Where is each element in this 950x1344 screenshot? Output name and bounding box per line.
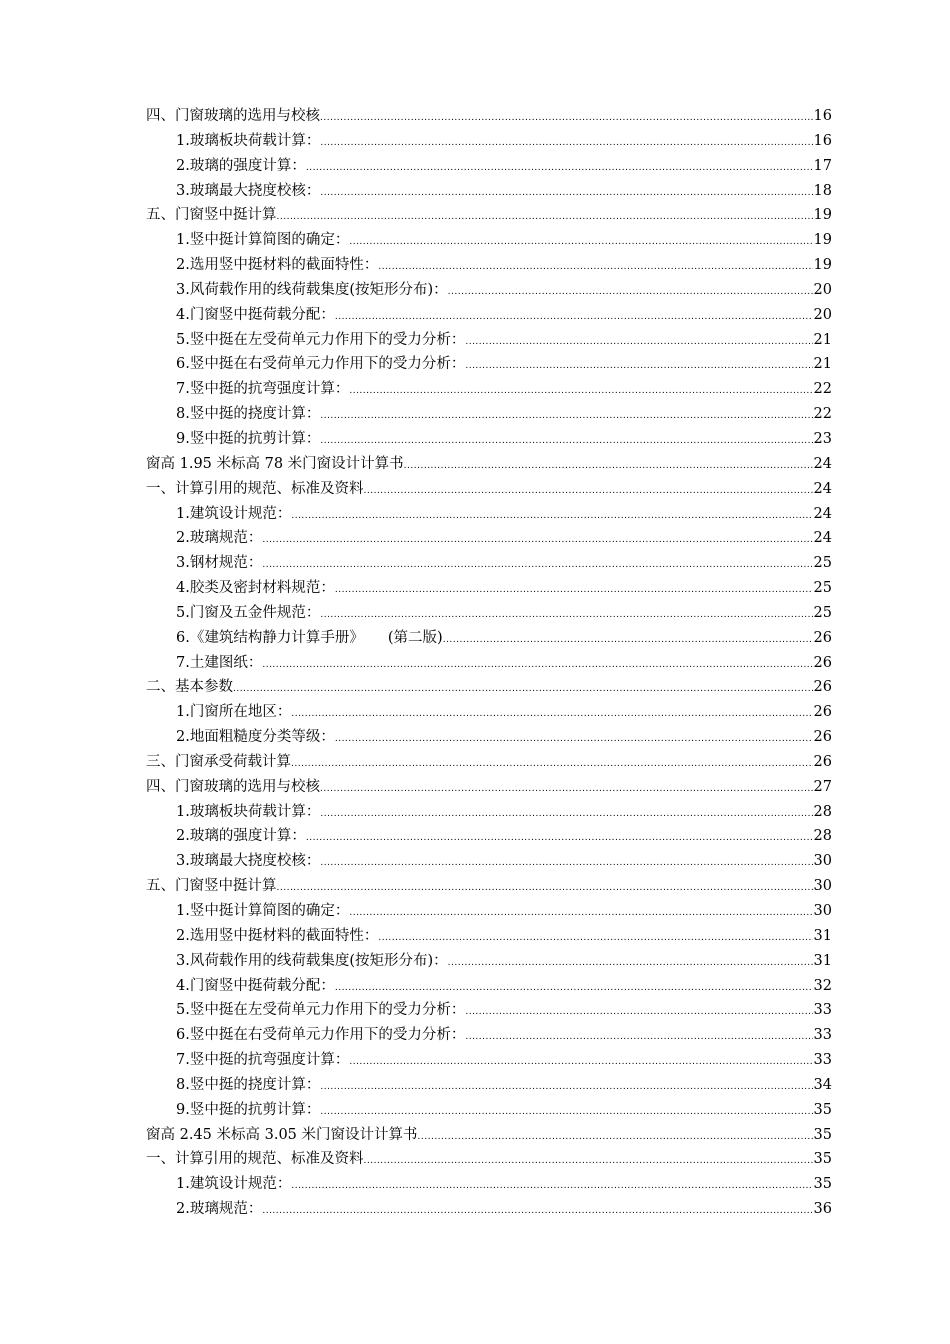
toc-page-number: 31 <box>813 952 832 969</box>
toc-page-number: 35 <box>813 1176 832 1193</box>
toc-page-number: 31 <box>813 927 832 944</box>
toc-entry-label: 四、门窗玻璃的选用与校核 <box>146 778 320 795</box>
toc-entry-label: 3.钢材规范： <box>176 555 263 572</box>
toc-entry-label: 7.土建图纸： <box>176 654 263 671</box>
toc-entry-label: 4.胶类及密封材料规范： <box>176 580 335 597</box>
toc-entry[interactable] <box>146 104 832 129</box>
toc-dot-leader <box>335 976 813 1001</box>
toc-entry[interactable] <box>146 949 832 974</box>
toc-page-number: 32 <box>813 977 832 994</box>
toc-page-number: 26 <box>813 753 832 770</box>
toc-entry-label: 1.建筑设计规范： <box>176 505 292 522</box>
toc-entry[interactable] <box>146 824 832 849</box>
toc-entry[interactable] <box>146 800 832 825</box>
toc-entry[interactable] <box>146 526 832 551</box>
toc-entry[interactable] <box>146 899 832 924</box>
toc-entry[interactable] <box>146 1147 832 1172</box>
toc-entry[interactable] <box>146 998 832 1023</box>
toc-entry-label: 6.竖中挺在右受荷单元力作用下的受力分析： <box>176 1027 466 1044</box>
toc-dot-leader <box>291 1174 812 1199</box>
toc-page-number: 19 <box>813 207 832 224</box>
toc-entry-label: 1.竖中挺计算简图的确定： <box>176 903 350 919</box>
toc-entry-label: 三、门窗承受荷载计算 <box>146 753 291 770</box>
toc-page-number: 24 <box>813 505 832 522</box>
toc-entry[interactable] <box>146 874 832 899</box>
toc-entry-label: 2.选用竖中挺材料的截面特性： <box>176 257 379 274</box>
toc-entry-label: 一、计算引用的规范、标准及资料 <box>146 1151 364 1168</box>
toc-entry-label: 9.竖中挺的抗剪计算： <box>176 1101 321 1118</box>
toc-entry[interactable] <box>146 154 832 179</box>
toc-page-number: 21 <box>813 331 832 348</box>
toc-page-number: 23 <box>813 430 832 447</box>
toc-page-number: 30 <box>813 853 832 870</box>
toc-entry-label: 7.竖中挺的抗弯强度计算： <box>176 1052 350 1069</box>
toc-page-number: 33 <box>813 1052 832 1069</box>
toc-dot-leader <box>320 181 812 206</box>
toc-dot-leader <box>448 951 813 976</box>
toc-page-number: 19 <box>813 232 832 249</box>
toc-entry-label: 3.玻璃最大挠度校核： <box>176 182 321 199</box>
toc-dot-leader <box>465 354 812 379</box>
toc-entry[interactable] <box>146 377 832 402</box>
toc-dot-leader <box>320 404 812 429</box>
toc-dot-leader <box>306 156 813 181</box>
toc-dot-leader <box>335 578 813 603</box>
toc-page-number: 36 <box>813 1201 832 1218</box>
toc-entry-label: 4.门窗竖中挺荷载分配： <box>176 306 335 323</box>
toc-entry-label: 1.建筑设计规范： <box>176 1176 292 1193</box>
toc-page-number: 35 <box>813 1151 832 1168</box>
toc-page-number: 33 <box>813 1002 832 1019</box>
toc-entry[interactable] <box>146 626 832 651</box>
toc-dot-leader <box>448 280 813 305</box>
toc-page-number: 20 <box>813 281 832 298</box>
toc-dot-leader <box>349 1050 812 1075</box>
toc-entry[interactable] <box>146 328 832 353</box>
toc-entry-label: 8.竖中挺的挠度计算： <box>176 1076 321 1093</box>
toc-entry-label: 5.门窗及五金件规范： <box>176 604 321 621</box>
toc-entry[interactable] <box>146 576 832 601</box>
toc-entry-label: 1.玻璃板块荷载计算： <box>176 132 321 149</box>
toc-page-number: 33 <box>813 1027 832 1044</box>
toc-page-number: 22 <box>813 381 832 398</box>
toc-entry[interactable] <box>146 502 832 527</box>
toc-page-number: 34 <box>813 1076 832 1093</box>
toc-dot-leader <box>364 1149 813 1174</box>
toc-entry[interactable] <box>146 1197 832 1222</box>
toc-dot-leader <box>320 1100 812 1125</box>
toc-entry-label: 2.选用竖中挺材料的截面特性： <box>176 927 379 944</box>
toc-page-number: 21 <box>813 356 832 373</box>
toc-entry-label: 2.玻璃规范： <box>176 1201 263 1218</box>
toc-dot-leader <box>262 528 812 553</box>
toc-page-number: 20 <box>813 306 832 323</box>
toc-page-number: 18 <box>813 182 832 199</box>
toc-entry-label: 窗高 2.45 米标高 3.05 米门窗设计计算书 <box>146 1126 418 1143</box>
toc-page-number: 28 <box>813 803 832 820</box>
toc-dot-leader <box>335 305 813 330</box>
toc-entry[interactable] <box>146 725 832 750</box>
toc-entry-label: 6.竖中挺在右受荷单元力作用下的受力分析： <box>176 356 466 373</box>
toc-dot-leader <box>465 330 812 355</box>
toc-entry[interactable] <box>146 775 832 800</box>
toc-entry[interactable] <box>146 700 832 725</box>
toc-page-number: 24 <box>813 530 832 547</box>
toc-entry[interactable] <box>146 1048 832 1073</box>
table-of-contents <box>146 104 832 1222</box>
toc-dot-leader <box>306 826 813 851</box>
toc-dot-leader <box>262 1199 812 1224</box>
toc-entry[interactable] <box>146 253 832 278</box>
toc-entry[interactable] <box>146 352 832 377</box>
toc-dot-leader <box>320 1075 812 1100</box>
toc-dot-leader <box>349 379 812 404</box>
toc-entry-label: 2.玻璃的强度计算： <box>176 828 306 845</box>
toc-entry[interactable] <box>146 924 832 949</box>
toc-entry-label: 2.地面粗糙度分类等级： <box>176 729 335 746</box>
toc-entry-label: 3.风荷载作用的线荷载集度(按矩形分布)： <box>176 952 448 969</box>
toc-dot-leader <box>349 901 812 926</box>
toc-dot-leader <box>378 255 812 280</box>
toc-dot-leader <box>378 926 812 951</box>
toc-page-number: 35 <box>813 1126 832 1143</box>
toc-entry[interactable] <box>146 1098 832 1123</box>
toc-dot-leader <box>320 429 812 454</box>
toc-dot-leader <box>364 479 813 504</box>
toc-entry[interactable] <box>146 129 832 154</box>
toc-page-number: 24 <box>813 480 832 497</box>
toc-dot-leader <box>320 131 812 156</box>
toc-entry-label: 9.竖中挺的抗剪计算： <box>176 430 321 447</box>
toc-dot-leader <box>291 752 813 777</box>
toc-page-number: 28 <box>813 828 832 845</box>
toc-entry-label: 7.竖中挺的抗弯强度计算： <box>176 381 350 398</box>
toc-dot-leader <box>320 603 812 628</box>
toc-dot-leader <box>291 504 812 529</box>
toc-dot-leader <box>418 1125 813 1150</box>
toc-dot-leader <box>335 727 813 752</box>
toc-page-number: 16 <box>813 108 832 124</box>
toc-entry[interactable] <box>146 551 832 576</box>
toc-entry-label: 1.玻璃板块荷载计算： <box>176 803 321 820</box>
toc-dot-leader <box>320 777 813 802</box>
toc-entry[interactable] <box>146 228 832 253</box>
toc-entry-label: 5.竖中挺在左受荷单元力作用下的受力分析： <box>176 331 466 348</box>
toc-entry-label: 一、计算引用的规范、标准及资料 <box>146 480 364 497</box>
toc-entry[interactable] <box>146 651 832 676</box>
toc-entry[interactable] <box>146 203 832 228</box>
toc-dot-leader <box>233 677 813 702</box>
toc-dot-leader <box>291 702 812 727</box>
toc-page-number: 30 <box>813 878 832 895</box>
toc-page-number: 17 <box>813 157 832 174</box>
toc-page-number: 22 <box>813 406 832 423</box>
toc-entry-label: 2.玻璃的强度计算： <box>176 157 306 174</box>
toc-dot-leader <box>404 454 813 479</box>
toc-page-number: 35 <box>813 1101 832 1118</box>
toc-page-number: 25 <box>813 555 832 572</box>
toc-page-number: 26 <box>813 704 832 721</box>
toc-page-number: 26 <box>813 679 832 696</box>
toc-entry[interactable] <box>146 849 832 874</box>
toc-entry[interactable] <box>146 1123 832 1148</box>
toc-dot-leader <box>443 628 813 653</box>
toc-entry[interactable] <box>146 179 832 204</box>
toc-dot-leader <box>320 802 812 827</box>
toc-entry[interactable] <box>146 974 832 999</box>
toc-page-number: 26 <box>813 729 832 746</box>
toc-page-number: 30 <box>813 903 832 919</box>
toc-entry-label: 3.风荷载作用的线荷载集度(按矩形分布)： <box>176 281 448 298</box>
toc-dot-leader <box>262 653 812 678</box>
toc-entry-label: 五、门窗竖中挺计算 <box>146 878 277 895</box>
toc-page-number: 25 <box>813 604 832 621</box>
toc-entry-label: 6.《建筑结构静力计算手册》 <box>176 629 364 646</box>
toc-entry[interactable] <box>146 303 832 328</box>
toc-dot-leader <box>277 205 813 230</box>
toc-entry-label: 窗高 1.95 米标高 78 米门窗设计计算书 <box>146 455 404 472</box>
toc-dot-leader <box>320 851 812 876</box>
toc-entry[interactable] <box>146 278 832 303</box>
toc-entry-label: 8.竖中挺的挠度计算： <box>176 406 321 423</box>
toc-page-number: 26 <box>813 629 832 646</box>
toc-dot-leader <box>465 1025 812 1050</box>
toc-entry[interactable] <box>146 601 832 626</box>
toc-page-number: 16 <box>813 132 832 149</box>
toc-page-number: 19 <box>813 257 832 274</box>
toc-page-number: 25 <box>813 580 832 597</box>
toc-entry-label: 5.竖中挺在左受荷单元力作用下的受力分析： <box>176 1002 466 1019</box>
toc-page-number: 27 <box>813 778 832 795</box>
toc-dot-leader <box>349 230 812 255</box>
toc-dot-leader <box>262 553 812 578</box>
toc-entry-label: 4.门窗竖中挺荷载分配： <box>176 977 335 994</box>
toc-entry[interactable] <box>146 1172 832 1197</box>
toc-entry-label: 四、门窗玻璃的选用与校核 <box>146 108 320 124</box>
toc-entry-label: 1.竖中挺计算简图的确定： <box>176 232 350 249</box>
toc-entry[interactable] <box>146 1023 832 1048</box>
toc-entry[interactable] <box>146 427 832 452</box>
toc-entry[interactable] <box>146 675 832 700</box>
toc-entry-label: 五、门窗竖中挺计算 <box>146 207 277 224</box>
toc-dot-leader <box>277 876 813 901</box>
toc-entry[interactable] <box>146 1073 832 1098</box>
toc-entry-label: 2.玻璃规范： <box>176 530 263 547</box>
toc-entry-label: 3.玻璃最大挠度校核： <box>176 853 321 870</box>
toc-entry[interactable] <box>146 750 832 775</box>
toc-entry[interactable] <box>146 477 832 502</box>
toc-page-number: 24 <box>813 455 832 472</box>
toc-entry[interactable] <box>146 452 832 477</box>
toc-entry-label: 1.门窗所在地区： <box>176 704 292 721</box>
toc-dot-leader <box>465 1000 812 1025</box>
toc-entry[interactable] <box>146 402 832 427</box>
toc-entry-label: 二、基本参数 <box>146 679 233 696</box>
toc-entry-label-suffix: (第二版) <box>387 629 443 646</box>
toc-dot-leader <box>320 106 813 131</box>
toc-page-number: 26 <box>813 654 832 671</box>
